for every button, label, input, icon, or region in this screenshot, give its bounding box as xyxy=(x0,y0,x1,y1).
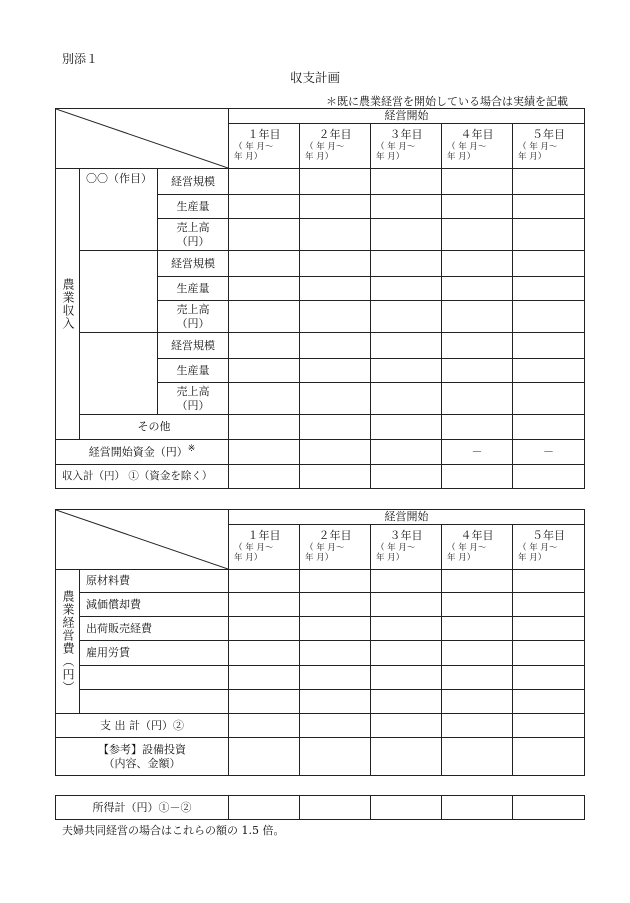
expense-header-corner xyxy=(56,510,229,570)
entry-cell[interactable] xyxy=(371,593,442,617)
entry-cell[interactable] xyxy=(229,465,300,489)
entry-cell[interactable] xyxy=(513,219,585,251)
entry-cell[interactable] xyxy=(229,277,300,301)
entry-cell[interactable] xyxy=(371,666,442,690)
entry-cell[interactable] xyxy=(300,301,371,333)
entry-cell[interactable] xyxy=(300,359,371,383)
entry-cell[interactable] xyxy=(442,195,513,219)
sales-label: 売上高 （円） xyxy=(158,219,229,251)
entry-cell[interactable] xyxy=(371,333,442,359)
note-text: ＊既に農業経営を開始している場合は実績を記載 xyxy=(326,95,568,108)
entry-cell[interactable] xyxy=(300,641,371,666)
entry-cell[interactable] xyxy=(229,641,300,666)
entry-cell[interactable] xyxy=(442,641,513,666)
expense-header-span: 経営開始 xyxy=(229,510,585,525)
entry-cell[interactable] xyxy=(442,617,513,641)
entry-cell[interactable] xyxy=(371,714,442,738)
entry-cell[interactable] xyxy=(513,738,585,776)
crop-blank-2 xyxy=(80,251,158,333)
crop-label: 〇〇（作目） xyxy=(80,169,158,251)
entry-cell[interactable] xyxy=(371,251,442,277)
entry-cell[interactable] xyxy=(442,593,513,617)
entry-cell[interactable] xyxy=(442,219,513,251)
year-header-5: ５年目 （ 年 月～ 年 月） xyxy=(513,124,585,169)
entry-cell[interactable] xyxy=(513,666,585,690)
expense-item: 雇用労賃 xyxy=(80,641,229,666)
entry-cell[interactable] xyxy=(371,641,442,666)
expense-item-blank xyxy=(80,690,229,714)
crop-blank-3 xyxy=(80,333,158,415)
entry-cell[interactable] xyxy=(513,383,585,415)
reference-investment-label: 【参考】設備投資 （内容、金額） xyxy=(56,738,229,776)
entry-cell[interactable] xyxy=(513,169,585,195)
entry-cell[interactable] xyxy=(513,714,585,738)
entry-cell[interactable] xyxy=(513,415,585,440)
entry-cell[interactable] xyxy=(442,666,513,690)
income-total-label: 収入計（円） ①（資金を除く） xyxy=(56,465,229,489)
entry-cell[interactable] xyxy=(229,617,300,641)
entry-cell[interactable] xyxy=(513,277,585,301)
entry-cell[interactable] xyxy=(300,251,371,277)
year-header-4: ４年目 （ 年 月～ 年 月） xyxy=(442,525,513,570)
entry-cell[interactable] xyxy=(513,465,585,489)
year-header-1: １年目 （ 年 月～ 年 月） xyxy=(229,124,300,169)
entry-cell[interactable] xyxy=(513,359,585,383)
income-group-label: 農業収入 xyxy=(56,169,80,440)
production-label: 生産量 xyxy=(158,277,229,301)
entry-cell[interactable] xyxy=(300,333,371,359)
entry-cell[interactable] xyxy=(371,383,442,415)
sales-label: 売上高 （円） xyxy=(158,383,229,415)
entry-cell[interactable] xyxy=(442,359,513,383)
other-label: その他 xyxy=(80,415,229,440)
entry-cell[interactable] xyxy=(229,219,300,251)
entry-cell[interactable] xyxy=(513,333,585,359)
entry-cell[interactable] xyxy=(513,796,585,820)
income-header-corner xyxy=(56,109,229,169)
entry-cell[interactable] xyxy=(229,796,300,820)
entry-cell[interactable] xyxy=(300,169,371,195)
entry-cell[interactable] xyxy=(442,570,513,593)
entry-cell[interactable] xyxy=(300,465,371,489)
entry-cell[interactable] xyxy=(300,738,371,776)
production-label: 生産量 xyxy=(158,195,229,219)
entry-cell[interactable] xyxy=(300,570,371,593)
entry-cell[interactable] xyxy=(371,690,442,714)
year-header-3: ３年目 （ 年 月～ 年 月） xyxy=(371,124,442,169)
entry-cell[interactable] xyxy=(371,359,442,383)
entry-cell[interactable] xyxy=(442,169,513,195)
entry-cell[interactable] xyxy=(442,796,513,820)
entry-cell[interactable] xyxy=(513,617,585,641)
entry-cell[interactable] xyxy=(229,570,300,593)
entry-cell[interactable] xyxy=(300,617,371,641)
entry-cell[interactable] xyxy=(229,383,300,415)
scale-label: 経営規模 xyxy=(158,333,229,359)
entry-cell[interactable] xyxy=(300,415,371,440)
entry-cell[interactable] xyxy=(442,383,513,415)
entry-cell[interactable] xyxy=(229,593,300,617)
entry-cell[interactable] xyxy=(513,690,585,714)
year-header-2: ２年目 （ 年 月～ 年 月） xyxy=(300,525,371,570)
production-label: 生産量 xyxy=(158,359,229,383)
expense-item: 原材料費 xyxy=(80,570,229,593)
entry-cell[interactable] xyxy=(300,440,371,465)
entry-cell[interactable] xyxy=(371,277,442,301)
entry-cell[interactable] xyxy=(513,593,585,617)
expense-item: 出荷販売経費 xyxy=(80,617,229,641)
entry-cell[interactable] xyxy=(371,738,442,776)
entry-cell[interactable] xyxy=(442,714,513,738)
entry-cell[interactable] xyxy=(442,277,513,301)
entry-cell[interactable] xyxy=(300,383,371,415)
entry-cell[interactable] xyxy=(371,465,442,489)
entry-cell[interactable] xyxy=(371,301,442,333)
entry-cell[interactable] xyxy=(513,251,585,277)
entry-cell[interactable] xyxy=(300,796,371,820)
dash-cell: － xyxy=(442,440,513,465)
entry-cell[interactable] xyxy=(229,738,300,776)
start-fund-label: 経営開始資金（円）※ xyxy=(56,440,229,465)
entry-cell[interactable] xyxy=(229,169,300,195)
entry-cell[interactable] xyxy=(229,714,300,738)
entry-cell[interactable] xyxy=(229,333,300,359)
entry-cell[interactable] xyxy=(371,169,442,195)
entry-cell[interactable] xyxy=(229,301,300,333)
entry-cell[interactable] xyxy=(300,195,371,219)
entry-cell[interactable] xyxy=(229,440,300,465)
scale-label: 経営規模 xyxy=(158,169,229,195)
entry-cell[interactable] xyxy=(371,219,442,251)
year-header-4: ４年目 （ 年 月～ 年 月） xyxy=(442,124,513,169)
income-header-span: 経営開始 xyxy=(229,109,585,124)
entry-cell[interactable] xyxy=(229,359,300,383)
entry-cell[interactable] xyxy=(442,465,513,489)
entry-cell[interactable] xyxy=(513,641,585,666)
scale-label: 経営規模 xyxy=(158,251,229,277)
entry-cell[interactable] xyxy=(229,666,300,690)
year-header-3: ３年目 （ 年 月～ 年 月） xyxy=(371,525,442,570)
entry-cell[interactable] xyxy=(229,251,300,277)
entry-cell[interactable] xyxy=(300,593,371,617)
income-summary-table xyxy=(55,795,585,820)
entry-cell[interactable] xyxy=(300,219,371,251)
page-title: 収支計画 xyxy=(289,70,340,85)
sales-label: 売上高 （円） xyxy=(158,301,229,333)
footer-note: 夫婦共同経営の場合はこれらの額の 1.5 倍。 xyxy=(62,824,285,837)
entry-cell[interactable] xyxy=(229,195,300,219)
entry-cell[interactable] xyxy=(229,690,300,714)
expense-item-blank xyxy=(80,666,229,690)
year-header-2: ２年目 （ 年 月～ 年 月） xyxy=(300,124,371,169)
entry-cell[interactable] xyxy=(442,251,513,277)
entry-cell[interactable] xyxy=(442,301,513,333)
dash-cell: － xyxy=(513,440,585,465)
entry-cell[interactable] xyxy=(300,277,371,301)
entry-cell[interactable] xyxy=(371,195,442,219)
entry-cell[interactable] xyxy=(371,415,442,440)
annex-label: 別添１ xyxy=(62,52,99,66)
entry-cell[interactable] xyxy=(513,570,585,593)
income-table xyxy=(55,108,585,489)
expense-group-label: 農業経営費（円） xyxy=(56,570,80,714)
entry-cell[interactable] xyxy=(371,796,442,820)
entry-cell[interactable] xyxy=(442,690,513,714)
entry-cell[interactable] xyxy=(371,440,442,465)
expense-table xyxy=(55,509,585,776)
entry-cell[interactable] xyxy=(300,714,371,738)
entry-cell[interactable] xyxy=(442,333,513,359)
entry-cell[interactable] xyxy=(371,617,442,641)
entry-cell[interactable] xyxy=(442,415,513,440)
expense-total-label: 支 出 計（円）② xyxy=(56,714,229,738)
entry-cell[interactable] xyxy=(229,415,300,440)
year-header-5: ５年目 （ 年 月～ 年 月） xyxy=(513,525,585,570)
year-header-1: １年目 （ 年 月～ 年 月） xyxy=(229,525,300,570)
entry-cell[interactable] xyxy=(300,666,371,690)
entry-cell[interactable] xyxy=(513,301,585,333)
income-summary-label: 所得計（円）①－② xyxy=(56,796,229,820)
entry-cell[interactable] xyxy=(513,195,585,219)
entry-cell[interactable] xyxy=(442,738,513,776)
entry-cell[interactable] xyxy=(371,570,442,593)
entry-cell[interactable] xyxy=(300,690,371,714)
expense-item: 減価償却費 xyxy=(80,593,229,617)
